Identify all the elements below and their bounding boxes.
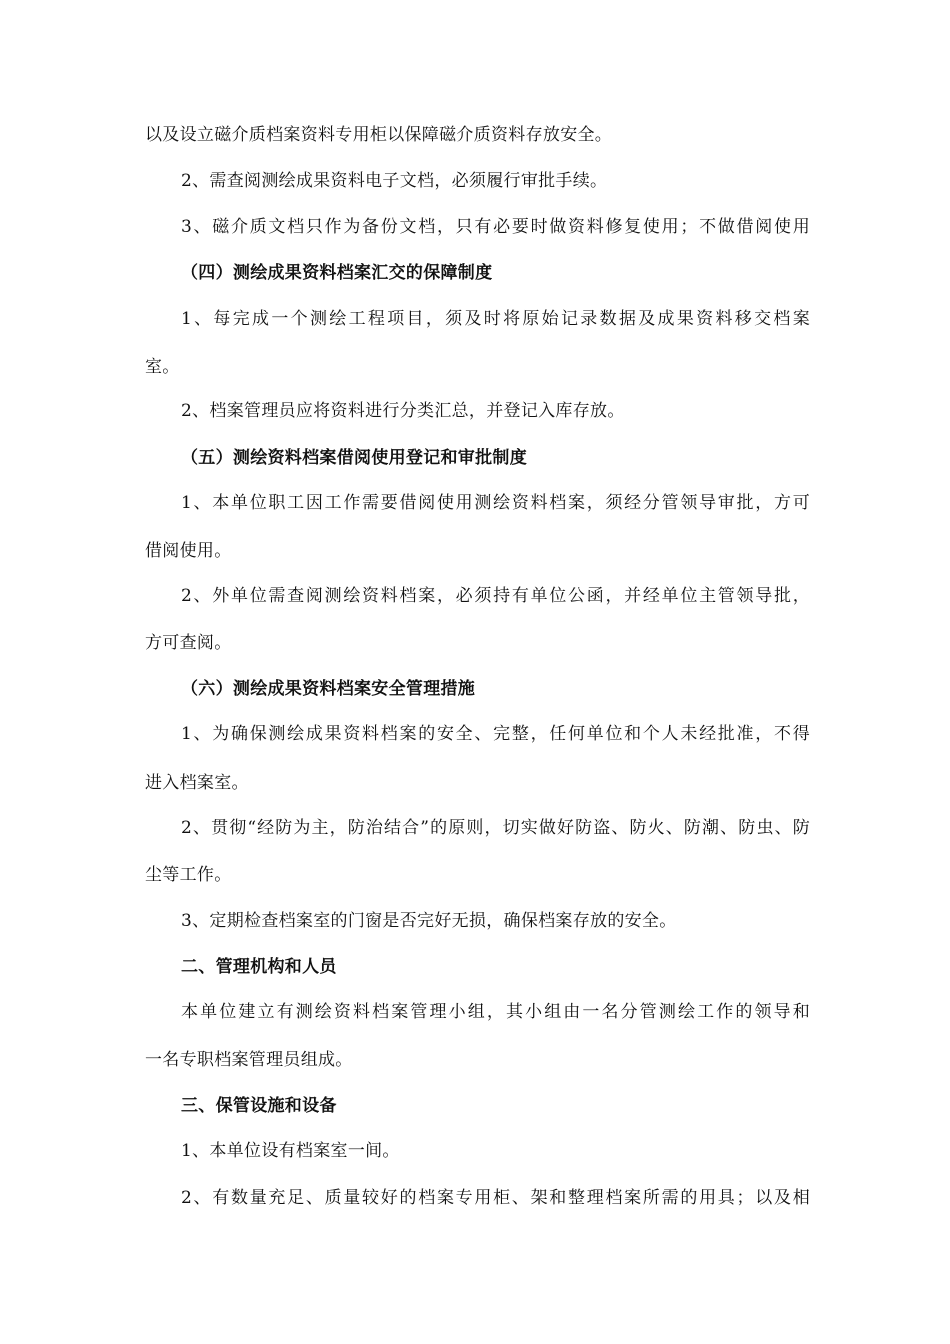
section-heading: 三、保管设施和设备 bbox=[181, 1096, 337, 1116]
paragraph-line: 一名专职档案管理员组成。 bbox=[145, 1050, 353, 1070]
list-item: 1、每完成一个测绘工程项目，须及时将原始记录数据及成果资料移交档案 bbox=[181, 309, 810, 329]
list-item: 3、磁介质文档只作为备份文档，只有必要时做资料修复使用；不做借阅使用 bbox=[181, 217, 810, 237]
list-item: 2、贯彻“经防为主，防治结合”的原则，切实做好防盗、防火、防潮、防虫、防 bbox=[181, 818, 810, 838]
list-item: 2、档案管理员应将资料进行分类汇总，并登记入库存放。 bbox=[181, 401, 625, 421]
list-item: 1、为确保测绘成果资料档案的安全、完整，任何单位和个人未经批准，不得 bbox=[181, 724, 810, 744]
section-heading: （四）测绘成果资料档案汇交的保障制度 bbox=[181, 263, 493, 283]
paragraph-line: 本单位建立有测绘资料档案管理小组，其小组由一名分管测绘工作的领导和 bbox=[181, 1002, 810, 1022]
paragraph-line: 借阅使用。 bbox=[145, 541, 232, 561]
section-heading: 二、管理机构和人员 bbox=[181, 957, 337, 977]
list-item: 3、定期检查档案室的门窗是否完好无损，确保档案存放的安全。 bbox=[181, 911, 677, 931]
list-item: 2、外单位需查阅测绘资料档案，必须持有单位公函，并经单位主管领导批， bbox=[181, 586, 810, 606]
list-item: 1、本单位职工因工作需要借阅使用测绘资料档案，须经分管领导审批，方可 bbox=[181, 493, 810, 513]
paragraph-line: 室。 bbox=[145, 357, 180, 377]
section-heading: （六）测绘成果资料档案安全管理措施 bbox=[181, 679, 476, 699]
paragraph-line: 以及设立磁介质档案资料专用柜以保障磁介质资料存放安全。 bbox=[145, 125, 613, 145]
paragraph-line: 进入档案室。 bbox=[145, 773, 249, 793]
list-item: 2、需查阅测绘成果资料电子文档，必须履行审批手续。 bbox=[181, 171, 608, 191]
paragraph-line: 尘等工作。 bbox=[145, 865, 232, 885]
paragraph-line: 方可查阅。 bbox=[145, 633, 232, 653]
list-item: 1、本单位设有档案室一间。 bbox=[181, 1141, 400, 1161]
list-item: 2、有数量充足、质量较好的档案专用柜、架和整理档案所需的用具；以及相 bbox=[181, 1188, 810, 1208]
section-heading: （五）测绘资料档案借阅使用登记和审批制度 bbox=[181, 448, 527, 468]
